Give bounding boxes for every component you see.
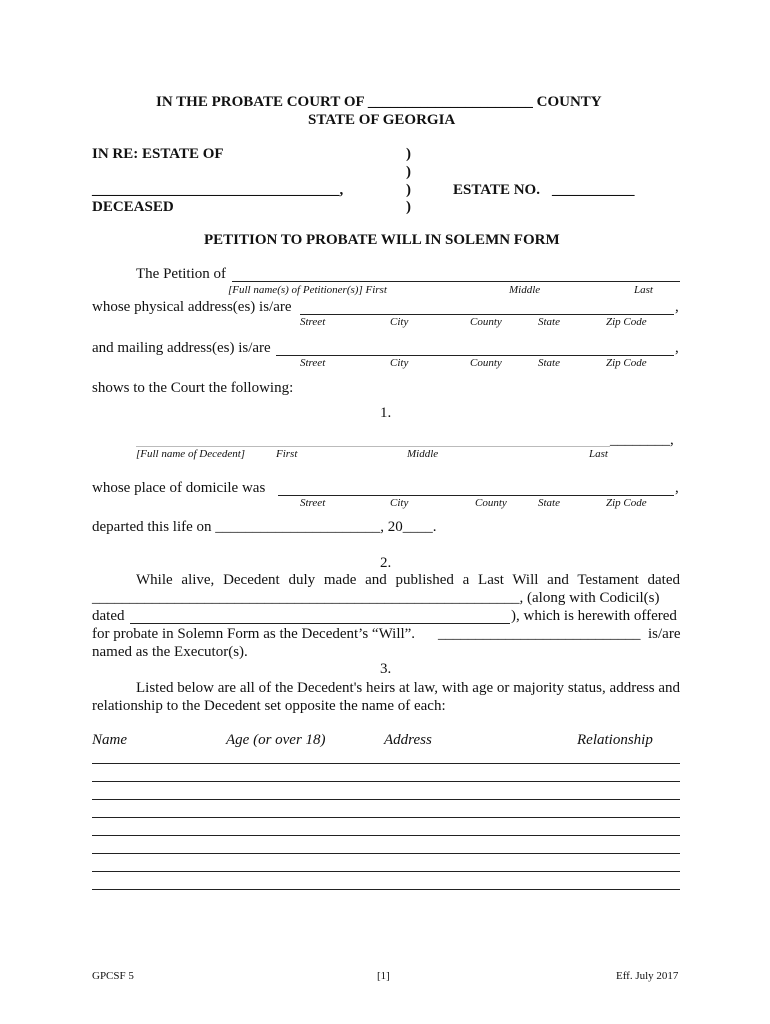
petitioner-name-line[interactable] xyxy=(232,281,680,282)
addr-city-caption: City xyxy=(390,357,409,369)
decedent-name-end-blank[interactable]: ________, xyxy=(610,432,674,448)
decedent-first-caption: First xyxy=(276,448,298,460)
court-header-prefix: IN THE PROBATE COURT OF xyxy=(156,94,365,110)
col-relationship-header: Relationship xyxy=(577,732,653,748)
addr-street-caption: Street xyxy=(300,497,326,509)
effective-date: Eff. July 2017 xyxy=(616,970,679,982)
paragraph-number-2: 2. xyxy=(380,555,392,571)
heir-entry-line[interactable] xyxy=(92,889,680,890)
domicile-line[interactable] xyxy=(278,495,674,496)
departed-date-line[interactable]: departed this life on ______________________, 20____. xyxy=(92,519,437,535)
col-name-header: Name xyxy=(92,732,127,748)
heir-entry-line[interactable] xyxy=(92,763,680,764)
caption-paren: ) xyxy=(406,182,411,198)
addr-street-caption: Street xyxy=(300,316,326,328)
caption-paren: ) xyxy=(406,146,411,162)
in-re-estate-label: IN RE: ESTATE OF xyxy=(92,146,224,162)
caption-paren: ) xyxy=(406,199,411,215)
page-number: [1] xyxy=(377,970,390,982)
form-id: GPCSF 5 xyxy=(92,970,134,982)
addr-state-caption: State xyxy=(538,497,560,509)
addr-state-caption: State xyxy=(538,357,560,369)
caption-paren: ) xyxy=(406,164,411,180)
physical-address-line[interactable] xyxy=(300,314,674,315)
court-header-county: COUNTY xyxy=(536,94,602,110)
will-paragraph-line1: While alive, Decedent duly made and published a Last Will and Testament dated xyxy=(136,572,680,588)
heir-entry-line[interactable] xyxy=(92,781,680,782)
codicil-dated-label: dated xyxy=(92,608,125,624)
heir-entry-line[interactable] xyxy=(92,871,680,872)
executor-name-blank[interactable]: ___________________________ xyxy=(438,626,641,642)
addr-city-caption: City xyxy=(390,316,409,328)
petitioner-middle-caption: Middle xyxy=(509,284,541,296)
deceased-label: DECEASED xyxy=(92,199,174,215)
addr-zip-caption: Zip Code xyxy=(606,357,647,369)
heirs-paragraph-line2: relationship to the Decedent set opposite the name of each: xyxy=(92,698,446,714)
petition-of-label: The Petition of xyxy=(136,266,226,282)
addr-county-caption: County xyxy=(470,316,502,328)
heir-entry-line[interactable] xyxy=(92,817,680,818)
codicil-offered-text: ), which is herewith offered xyxy=(511,608,677,624)
addr-city-caption: City xyxy=(390,497,409,509)
solemn-form-text: for probate in Solemn Form as the Decedent’s “Will”. xyxy=(92,626,416,642)
executor-text: named as the Executor(s). xyxy=(92,644,248,660)
addr-county-caption: County xyxy=(475,497,507,509)
decedent-last-caption: Last xyxy=(589,448,608,460)
physical-address-label: whose physical address(es) is/are xyxy=(92,299,292,315)
state-header: STATE OF GEORGIA xyxy=(308,112,456,128)
comma: , xyxy=(675,480,679,496)
decedent-fullname-line[interactable] xyxy=(136,446,610,447)
county-name-blank[interactable]: ______________________ xyxy=(367,94,533,110)
court-header-line1 xyxy=(156,94,602,111)
paragraph-number-1: 1. xyxy=(380,405,392,421)
mailing-address-line[interactable] xyxy=(276,355,674,356)
estate-number-label: ESTATE NO. xyxy=(453,182,540,198)
addr-state-caption: State xyxy=(538,316,560,328)
comma: , xyxy=(675,299,679,315)
col-age-header: Age (or over 18) xyxy=(226,732,326,748)
heir-entry-line[interactable] xyxy=(92,853,680,854)
heirs-paragraph-line1: Listed below are all of the Decedent's heirs at law, with age or majority status, address and xyxy=(136,680,680,696)
petition-title: PETITION TO PROBATE WILL IN SOLEMN FORM xyxy=(204,232,560,248)
addr-county-caption: County xyxy=(470,357,502,369)
addr-street-caption: Street xyxy=(300,357,326,369)
decedent-middle-caption: Middle xyxy=(407,448,439,460)
decedent-name-caption: [Full name of Decedent] xyxy=(136,448,246,460)
shows-to-court-text: shows to the Court the following: xyxy=(92,380,294,396)
petitioner-last-caption: Last xyxy=(634,284,653,296)
col-address-header: Address xyxy=(384,732,432,748)
heir-entry-line[interactable] xyxy=(92,799,680,800)
comma: , xyxy=(675,340,679,356)
will-date-blank-line[interactable]: _________________________________________________________, (along with Codicil(s) xyxy=(92,590,660,606)
mailing-address-label: and mailing address(es) is/are xyxy=(92,340,271,356)
estate-number-blank[interactable]: ___________ xyxy=(552,182,635,198)
petitioner-first-caption: [Full name(s) of Petitioner(s)] First xyxy=(228,284,387,296)
paragraph-number-3: 3. xyxy=(380,661,392,677)
codicil-date-line[interactable] xyxy=(130,623,510,624)
heir-entry-line[interactable] xyxy=(92,835,680,836)
addr-zip-caption: Zip Code xyxy=(606,497,647,509)
addr-zip-caption: Zip Code xyxy=(606,316,647,328)
domicile-label: whose place of domicile was xyxy=(92,480,266,496)
is-are-text: is/are xyxy=(648,626,681,642)
decedent-name-blank[interactable]: _________________________________, xyxy=(92,182,344,198)
